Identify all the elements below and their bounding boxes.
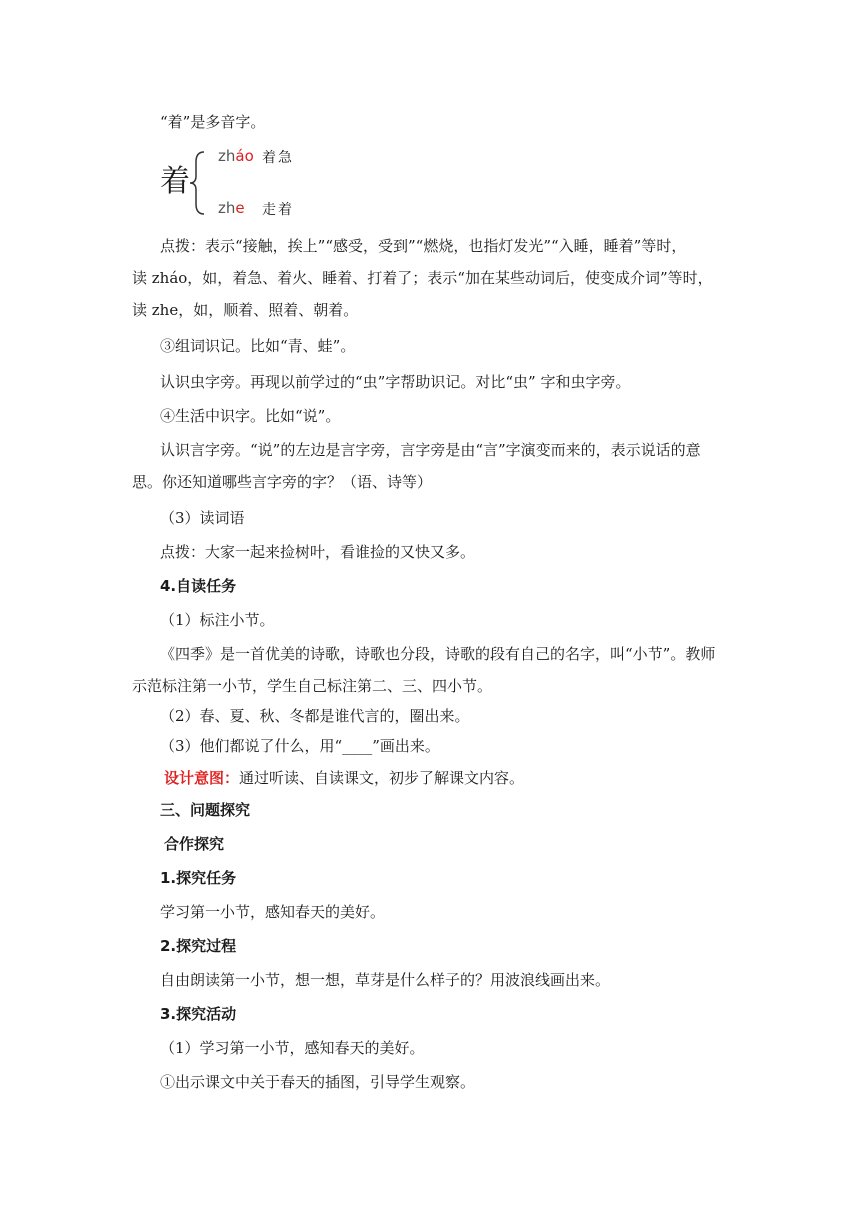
p1-line-3: 读 zhe，如，顺着、照着、朝着。 (132, 301, 359, 319)
self-1: （1）标注小节。 (160, 611, 275, 629)
coop-title: 合作探究 (164, 835, 225, 853)
task-3-item-1: （1）学习第一小节，感知春天的美好。 (160, 1039, 425, 1057)
read-words: （3）读词语 (160, 509, 245, 527)
reading-1-word: 着急 (262, 150, 294, 166)
task-2-text: 自由朗读第一小节，想一想，草芽是什么样子的？用波浪线画出来。 (160, 971, 611, 989)
self-3: （3）他们都说了什么，用“____”画出来。 (160, 737, 440, 755)
p1-line-2: 读 zháo，如，着急、着火、睡着、打着了；表示“加在某些动词后，使变成介词”等时， (132, 269, 713, 287)
pinyin-base: zh (218, 199, 236, 217)
task-2-title: 2.探究过程 (160, 937, 237, 955)
task-1-text: 学习第一小节，感知春天的美好。 (160, 903, 386, 921)
yan-line-1: 认识言字旁。“说”的左边是言字旁，言字旁是由“言”字演变而来的，表示说话的意 (160, 441, 701, 459)
self-2: （2）春、夏、秋、冬都是谁代言的，圈出来。 (160, 707, 470, 725)
task-1-title: 1.探究任务 (160, 869, 237, 887)
design-label: 设计意图： (164, 769, 240, 787)
yan-line-2: 思。你还知道哪些言字旁的字？（语、诗等） (132, 473, 433, 491)
task-3-title: 3.探究活动 (160, 1005, 237, 1023)
self-p-line-2: 示范标注第一小节，学生自己标注第二、三、四小节。 (132, 677, 493, 695)
p1-line-1: 点拨：表示“接触，挨上”“感受，受到”“燃烧，也指灯发光”“入睡，睡着”等时， (160, 237, 687, 255)
self-p-line-1: 《四季》是一首优美的诗歌，诗歌也分段，诗歌的段有自己的名字，叫“小节”。教师 (160, 645, 716, 663)
design-text: 通过听读、自读课文，初步了解课文内容。 (239, 769, 525, 787)
polyphone-char: 着 (160, 164, 190, 199)
reading-1-pinyin (218, 146, 254, 166)
pinyin-tone: e (235, 199, 245, 217)
item-4: ④生活中识字。比如“说”。 (160, 407, 341, 425)
self-task-title: 4.自读任务 (160, 577, 237, 595)
brace-icon (188, 148, 208, 218)
reading-2-word: 走着 (262, 202, 294, 218)
section-3-title: 三、问题探究 (160, 801, 251, 819)
pinyin-base: zh (218, 147, 236, 165)
pinyin-tone: áo (235, 147, 254, 165)
task-3-item-2: ①出示课文中关于春天的插图，引导学生观察。 (160, 1073, 476, 1091)
design-intent (164, 768, 524, 788)
intro-text: “着”是多音字。 (160, 113, 266, 131)
item-3: ③组词识记。比如“青、蛙”。 (160, 337, 356, 355)
reading-2-pinyin (218, 198, 245, 218)
read-tip: 点拨：大家一起来捡树叶，看谁捡的又快又多。 (160, 543, 476, 561)
bug-radical-text: 认识虫字旁。再现以前学过的“虫”字帮助识记。对比“虫” 字和虫字旁。 (160, 373, 631, 391)
